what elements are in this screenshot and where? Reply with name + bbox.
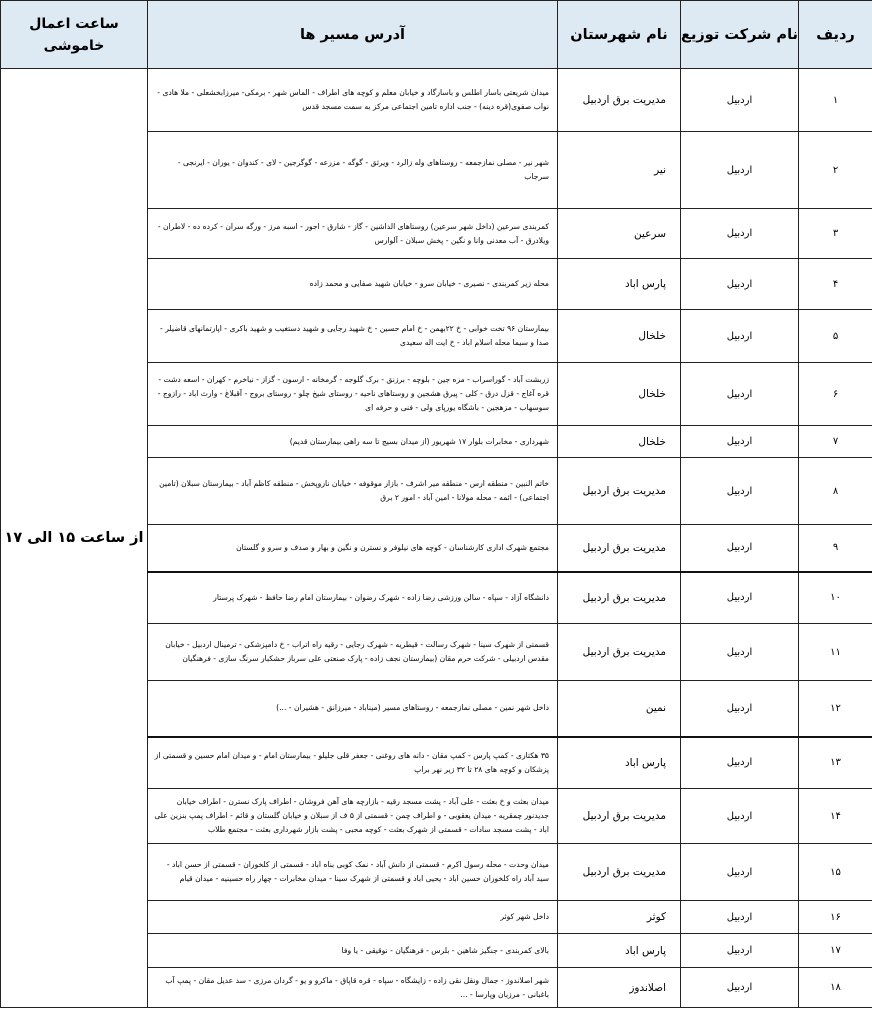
address-cell: شهر اصلاندوز - جمال ونقل نقی زاده - زایشگاه - سپاه - قره قاپاق - ماکرو و یو - گردان مرزی - سد عدیل مقان - پمپ آب باغبانی - مرزبان وپارسا - ...: [148, 968, 558, 1008]
county-cell: خلخال: [558, 310, 681, 363]
company-cell: اردبیل: [681, 901, 799, 934]
row-number-cell: ۶: [799, 363, 872, 426]
county-cell: مدیریت برق اردبیل: [558, 69, 681, 132]
county-cell: مدیریت برق اردبیل: [558, 572, 681, 624]
header-county: نام شهرستان: [558, 1, 681, 69]
county-cell: اصلاندوز: [558, 968, 681, 1008]
company-cell: اردبیل: [681, 310, 799, 363]
row-number-cell: ۵: [799, 310, 872, 363]
row-number-cell: ۱۱: [799, 624, 872, 681]
address-cell: ۳۵ هکتاری - کمپ پارس - کمپ مقان - دانه های روغنی - جعفر قلی جلیلو - بیمارستان امام - و میدان امام حسین و قسمتی از پزشکان و کوچه های ۲۸ تا ۳۲ زیر نهر براپ: [148, 737, 558, 789]
company-cell: اردبیل: [681, 572, 799, 624]
address-cell: کمربندی سرعین (داخل شهر سرعین) روستاهای الداشین - گاز - شارق - اجور - اسبه مرز - ورگه سران - کرده ده - لاطران - ویلادرق - آب معدنی وانا و نگین - پخش سبلان - آلوارس: [148, 209, 558, 259]
row-number-cell: ۱۰: [799, 572, 872, 624]
address-cell: بالای کمربندی - جنگیز شاهین - بلرس - فرهنگیان - نوقیقی - یا وفا: [148, 934, 558, 968]
county-cell: خلخال: [558, 363, 681, 426]
row-number-cell: ۷: [799, 426, 872, 458]
address-cell: محله زیر کمربندی - نصیری - خیابان سرو - خیابان شهید صفایی و محمد زاده: [148, 259, 558, 310]
row-number-cell: ۱۶: [799, 901, 872, 934]
header-row: [1, 1, 872, 69]
county-cell: پارس اباد: [558, 934, 681, 968]
address-cell: شهر نیر - مصلی نمازجمعه - روستاهای وله زالرد - ویرثق - گوگه - مزرعه - گوگرجین - لای - کندوان - یوران - ایرنجی - سرجاب: [148, 132, 558, 209]
row-number-cell: ۸: [799, 458, 872, 525]
row-number-cell: ۱۵: [799, 844, 872, 901]
county-cell: مدیریت برق اردبیل: [558, 789, 681, 844]
address-cell: مجتمع شهرک اداری کارشناسان - کوچه های نیلوفر و نسترن و نگین و بهار و صدف و سرو و گلستان: [148, 525, 558, 572]
company-cell: اردبیل: [681, 789, 799, 844]
company-cell: اردبیل: [681, 259, 799, 310]
company-cell: اردبیل: [681, 426, 799, 458]
row-number-cell: ۱۲: [799, 681, 872, 737]
county-cell: مدیریت برق اردبیل: [558, 624, 681, 681]
county-cell: پارس اباد: [558, 737, 681, 789]
header-row-number: ردیف: [799, 1, 872, 69]
row-number-cell: ۳: [799, 209, 872, 259]
row-number-cell: ۲: [799, 132, 872, 209]
company-cell: اردبیل: [681, 968, 799, 1008]
county-cell: سرعین: [558, 209, 681, 259]
company-cell: اردبیل: [681, 209, 799, 259]
company-cell: اردبیل: [681, 363, 799, 426]
row-number-cell: ۱۳: [799, 737, 872, 789]
address-cell: داخل شهر نمین - مصلی نمازجمعه - روستاهای مسیر (میناباد - میرزانق - هشیران - ...): [148, 681, 558, 737]
header-company: نام شرکت توزیع: [681, 1, 799, 69]
company-cell: اردبیل: [681, 844, 799, 901]
header-time: ساعت اعمال خاموشی: [1, 1, 148, 69]
company-cell: اردبیل: [681, 934, 799, 968]
company-cell: اردبیل: [681, 737, 799, 789]
address-cell: خاتم النبین - منطقه ارس - منطقه میر اشرف - بازار موقوفه - خیابان ناروپخش - منطقه کاظم آباد - بیمارستان سبلان (تامین اجتماعی) - ائمه - محله مولانا - امین آباد - امور ۲ برق: [148, 458, 558, 525]
row-number-cell: ۹: [799, 525, 872, 572]
address-cell: میدان بعثت و خ بعثت - علی آباد - پشت مسجد رقیه - بازارچه های آهن فروشان - اطراف پارک نسترن - اطراف خیابان جدیدنور چمقریه - میدان یعقوبی - و اطراف چمن - قسمتی از ۵ ف از سبلان و خیابان گلستان و قائم - اطراف پمپ بنزین علی اباد - پشت مسجد سادات - قسمتی از شهرک بعثت - کوچه محبی - پشت بازار شهرداری بعثت - مجتمع طلاب: [148, 789, 558, 844]
address-cell: زربشت آباد - گوراسراب - مزه جین - بلوچه - برزنق - برک گلوجه - گرمخانه - ارسون - گزاز - نیاخرم - کهران - اسعه دشت - قره آغاج - قزل درق - کلی - پیرق هشجین و روستاهای ناحیه - روستای شیخ چلو - روستای بروج - آقبلاغ - وارث اباد - رازوج - سوسهاب - مزهجین - باشگاه یورپای ولی - فنی و حرفه ای: [148, 363, 558, 426]
county-cell: مدیریت برق اردبیل: [558, 525, 681, 572]
address-cell: میدان وحدت - محله رسول اکرم - قسمتی از دانش آباد - نمک کوبی بناه اباد - قسمتی از کلخوران - قسمتی از حسن اباد - سید آباد راه کلخوران حسین اباد - یحیی اباد و قسمتی از شهرک سینا - میدان مخابرات - چهار راه حسینیه - میدان قیام: [148, 844, 558, 901]
row-number-cell: ۱۸: [799, 968, 872, 1008]
address-cell: بیمارستان ۹۶ تخت خوابی - خ ۲۲بهمن - خ امام حسین - خ شهید رجایی و شهید دستغیب و شهید باکری - اپارتمانهای قاضیلر - صدا و سیما محله اسلام اباد - خ ایت اله سعیدی: [148, 310, 558, 363]
company-cell: اردبیل: [681, 132, 799, 209]
outage-time-cell: از ساعت ۱۵ الی ۱۷: [1, 69, 148, 1008]
header-address: آدرس مسیر ها: [148, 1, 558, 69]
county-cell: پارس اباد: [558, 259, 681, 310]
row-number-cell: ۱: [799, 69, 872, 132]
row-number-cell: ۴: [799, 259, 872, 310]
company-cell: اردبیل: [681, 525, 799, 572]
county-cell: نمین: [558, 681, 681, 737]
address-cell: قسمتی از شهرک سینا - شهرک رسالت - قیطریه - شهرک رجایی - رقیه راه اتراب - خ دامپزشکی - ترمینال اردبیل - خیابان مقدس اردبیلی - شرکت حرم مقان (بیمارستان نجف زاده - پارک صنعتی علی سرباز حشکبار سرنگ سازی - فرهنگیان: [148, 624, 558, 681]
county-cell: مدیریت برق اردبیل: [558, 458, 681, 525]
address-cell: شهرداری - مخابرات بلوار ۱۷ شهریور (از میدان بسیج تا سه راهی بیمارستان قدیم): [148, 426, 558, 458]
company-cell: اردبیل: [681, 624, 799, 681]
county-cell: مدیریت برق اردبیل: [558, 844, 681, 901]
address-cell: داخل شهر کوثر: [148, 901, 558, 934]
company-cell: اردبیل: [681, 69, 799, 132]
address-cell: میدان شریعتی باسار اطلس و باسارگاد و خیابان معلم و کوچه های اطراف - الماس شهر - برمکی- میرزابخشعلی - ملا هادی - نواب صفوی(قره دینه) - جنب اداره تامین اجتماعی مرکز به سمت مسجد قدس: [148, 69, 558, 132]
county-cell: کوثر: [558, 901, 681, 934]
company-cell: اردبیل: [681, 458, 799, 525]
row-number-cell: ۱۷: [799, 934, 872, 968]
row-number-cell: ۱۴: [799, 789, 872, 844]
county-cell: خلخال: [558, 426, 681, 458]
table-row: [1, 69, 872, 132]
company-cell: اردبیل: [681, 681, 799, 737]
address-cell: دانشگاه آزاد - سپاه - سالن ورزشی رضا زاده - شهرک رضوان - بیمارستان امام رضا حافظ - شهرک پرستار: [148, 572, 558, 624]
county-cell: نیر: [558, 132, 681, 209]
